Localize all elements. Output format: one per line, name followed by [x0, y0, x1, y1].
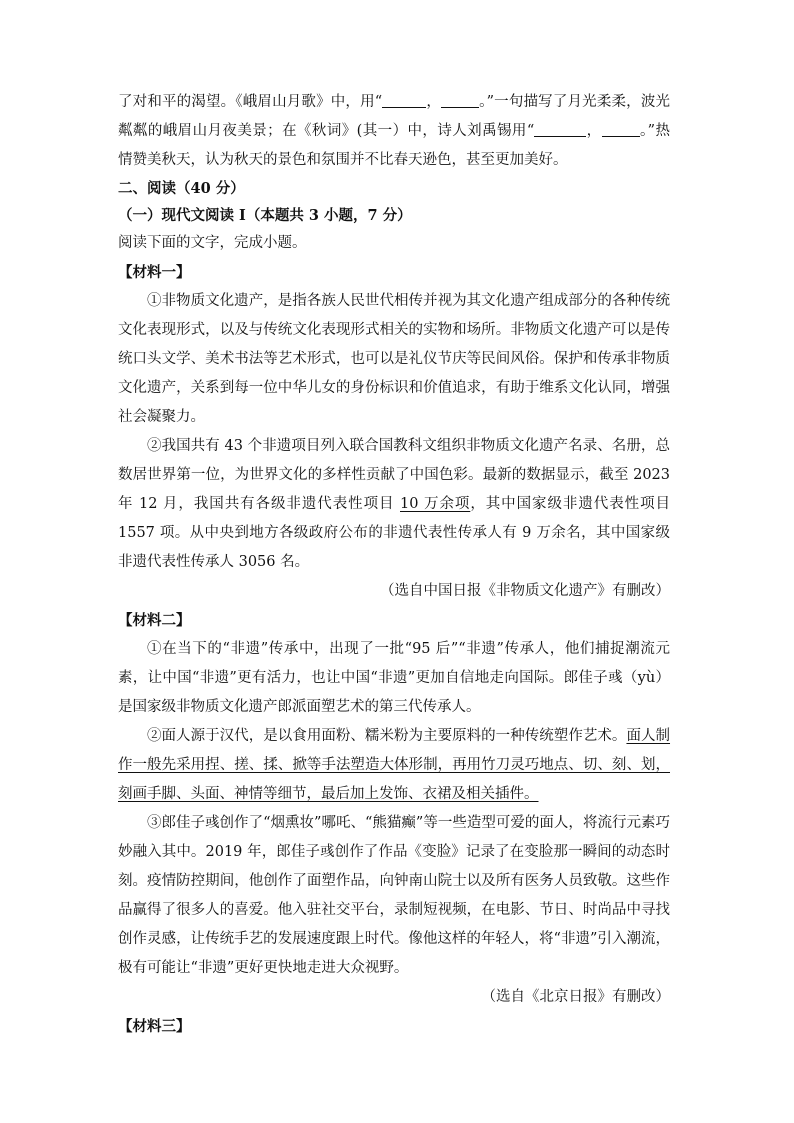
intro-text-2: ， — [426, 94, 441, 110]
material2-label: 【材料二】 — [118, 612, 191, 629]
material1-paragraph-1: ①非物质文化遗产，是指各族人民世代相传并视为其文化遗产组成部分的各种传统文化表现形式，以及与传统文化表现形式相关的实物和场所。非物质文化遗产可以是传统口头文学、美术书法等艺术形式，也可以是礼仪节庆等民间风俗。保护和传承非物质文化遗产，关系到每一位中华儿女的身份标识和价值追求，有助于维系文化认同，增强社会凝聚力。 — [118, 293, 670, 425]
material1-label: 【材料一】 — [118, 264, 191, 281]
material2-source: （选自《北京日报》有删改） — [481, 989, 670, 1005]
material2-paragraph-2-text: ②面人源于汉代，是以食用面粉、糯米粉为主要原料的一种传统塑作艺术。 — [147, 728, 627, 744]
material2-paragraph-3: ③郎佳子彧创作了“烟熏妆”哪吒、“熊猫癫”等一些造型可爱的面人，将流行元素巧妙融入其中。2019 年，郎佳子彧创作了作品《变脸》记录了在变脸那一瞬间的动态时刻。疫情防控期间，他创作了面塑作品，向钟南山院士以及所有医务人员致敬。这些作品赢得了很多人的喜爱。他入驻社交平台，录制短视频，在电影、节日、时尚品中寻找创作灵感，让传统手艺的发展速度跟上时代。像他这样的年轻人，将“非遗”引入潮流，极有可能让“非遗”更好更快地走进大众视野。 — [118, 815, 670, 976]
instruction-text: 阅读下面的文字，完成小题。 — [118, 235, 307, 251]
material1-paragraph-2 — [118, 432, 670, 577]
subsection-heading: （一）现代文阅读 I（本题共 3 小题，7 分） — [118, 207, 412, 224]
answer-blank-4[interactable] — [602, 122, 640, 138]
underlined-figure: 10 万余项 — [400, 496, 471, 512]
answer-blank-3[interactable] — [534, 122, 586, 138]
material3-label: 【材料三】 — [118, 1018, 191, 1035]
answer-blank-1[interactable] — [382, 93, 426, 109]
intro-text-1: 了对和平的渴望。《峨眉山月歌》中，用“ — [118, 94, 383, 110]
answer-blank-2[interactable] — [441, 93, 479, 109]
material2-paragraph-2 — [118, 722, 670, 809]
material1-source: （选自中国日报《非物质文化遗产》有删改） — [380, 583, 670, 599]
document-page — [118, 88, 670, 1041]
intro-paragraph — [118, 88, 670, 175]
section-heading: 二、阅读（40 分） — [118, 180, 245, 197]
intro-text-4: ， — [586, 123, 602, 139]
material1-paragraph-2-text: ②我国共有 43 个非遗项目列入联合国教科文组织非物质文化遗产名录、名册，总数居世界第一位，为世界文化的多样性贡献了中国色彩。最新的数据显示，截至 2023 年 12 月，我国共有各级非遗代表性项目 — [118, 438, 670, 512]
material2-paragraph-1: ①在当下的“非遗”传承中，出现了一批“95 后”“非遗”传承人，他们捕捉潮流元素，让中国“非遗”更有活力，也让中国“非遗”更加自信地走向国际。郎佳子彧（yù）是国家级非物质文化遗产郎派面塑艺术的第三代传承人。 — [118, 641, 670, 715]
material1-paragraph-2-text-end: ，其中国家级非遗代表性项目 1557 项。从中央到地方各级政府公布的非遗代表性传承人有 9 万余名，其中国家级非遗代表性传承人 3056 名。 — [118, 496, 671, 570]
intro-text-5: 。”热情赞美秋天，认为秋天的景色和氛围并不比春天逊色，甚至更加美好。 — [118, 123, 670, 168]
underlined-sentence: 面人制作一般先采用捏、搓、揉、掀等手法塑造大体形制，再用竹刀灵巧地点、切、刻、划，刻画手脚、头面、神情等细节，最后加上发饰、衣裙及相关插件。 — [118, 728, 671, 802]
intro-text-3: 。”一句描写了月光柔柔，波光粼粼的峨眉山月夜美景；在《秋词》(其一）中，诗人刘禹锡用“ — [118, 94, 670, 139]
